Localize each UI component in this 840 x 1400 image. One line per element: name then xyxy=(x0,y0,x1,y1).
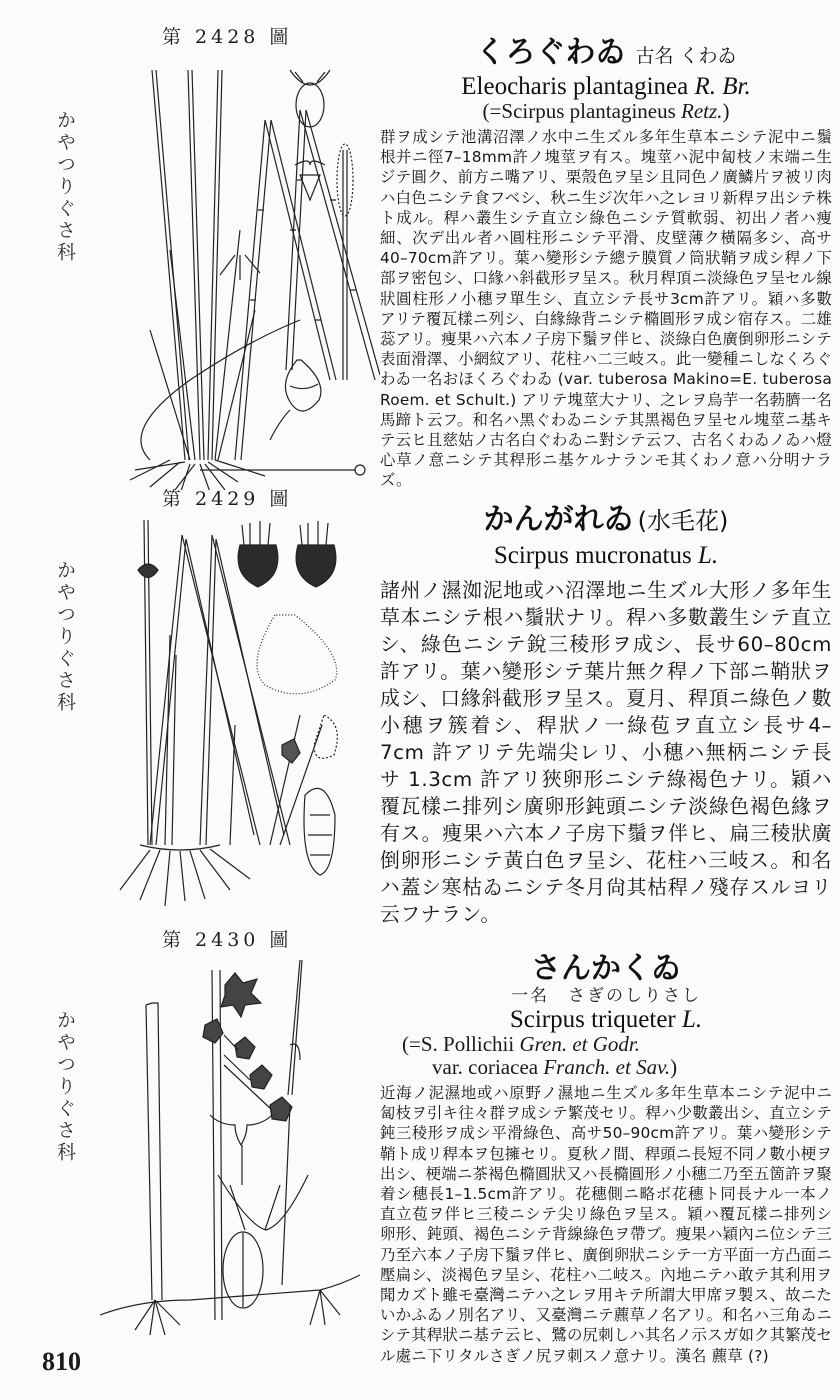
figure-label-2430: 第 2430 圖 xyxy=(162,929,293,951)
page-number: 810 xyxy=(42,1347,81,1376)
japanese-alias: 一名 さぎのしりさし xyxy=(511,986,701,1006)
jp-name-text: かんがれゐ xyxy=(483,502,634,537)
family-label-1: かやつりぐさ科 xyxy=(54,110,76,264)
figure-label-2428: 第 2428 圖 xyxy=(162,26,293,48)
synonym-line-1 xyxy=(380,1033,832,1056)
jp-name-text: さんかくゐ xyxy=(531,951,681,986)
sci-authority: L. xyxy=(682,1006,703,1033)
japanese-name xyxy=(380,503,832,538)
synonym-close: ) xyxy=(722,99,730,123)
illustration-eleocharis-plantaginea xyxy=(90,50,380,490)
sci-name-text: Eleocharis plantaginea xyxy=(461,73,689,100)
entry-2430 xyxy=(380,952,832,1366)
description: 近海ノ泥濕地或ハ原野ノ濕地ニ生ズル多年生草本ニシテ泥中ニ匐枝ヲ引キ往々群ヲ成シテ繁茂セリ。稈ハ少數叢出シ、直立シテ鈍三稜形ヲ成シ平滑綠色、高サ50–90cm許アリ。葉ハ變形シテ鞘ト成リ稈本ヲ包擁セリ。夏秋ノ間、稈頭ニ長短不同ノ數小梗ヲ出シ、梗端ニ茶褐色橢圓狀又ハ長橢圓形ノ小穗二乃至五箇許ヲ聚着シ穗長1–1.5cm許アリ。花穗側ニ略ボ花穗ト同長ナル一本ノ直立苞ヲ伴ヒ三稜ニシテ尖リ綠色ヲ呈ス。穎ハ覆瓦樣ニ排列シ卵形、鈍頭、褐色ニシテ背線綠色ヲ帶ブ。痩果ハ穎內ニ位シテ三乃至六本ノ子房下鬚ヲ伴ヒ、廣倒卵狀ニシテ一方平面一方凸面ニ壓扁シ、淡褐色ヲ呈シ、花柱ハ二岐ス。內地ニテハ敢テ其利用ヲ聞カズト雖モ臺灣ニテハ之レヲ用キテ所謂大甲席ヲ製ス、故ニたいかふゐノ別名アリ、又臺灣ニテ藨草ノ名アリ。和名ハ三角ゐニシテ其稈狀ニ基テ云ヒ、鷺の尻刺しハ其名ノ示スガ如ク其繁茂セル處ニ下リタルさぎノ尻ヲ刺スノ意ナリ。漢名 藨草 (?) xyxy=(380,1084,832,1365)
japanese-name xyxy=(380,952,832,986)
synonym-text: (=Scirpus plantagineus xyxy=(482,99,676,123)
entry-2429 xyxy=(380,503,832,928)
scientific-name xyxy=(380,73,832,100)
description: 諸州ノ濕洳泥地或ハ沼澤地ニ生ズル大形ノ多年生草本ニシテ根ハ鬚狀ナリ。稈ハ多數叢生シテ直立シ、綠色ニシテ銳三稜形ヲ成シ、長サ60–80cm許アリ。葉ハ變形シテ葉片無ク稈ノ下部ニ鞘狀ヲ成シ、口緣斜截形ヲ呈ス。夏月、稈頂ニ綠色ノ數小穗ヲ簇着シ、稈狀ノ一綠苞ヲ直立シ長サ4–7cm 許アリテ先端尖レリ、小穗ハ無柄ニシテ長サ 1.3cm 許アリ狹卵形ニシテ綠褐色ナリ。穎ハ覆瓦樣ニ排列シ廣卵形鈍頭ニシテ淡綠色褐色緣ヲ有ス。痩果ハ六本ノ子房下鬚ヲ伴ヒ、扁三稜狀廣倒卵形ニシテ黃白色ヲ呈シ、花柱ハ三岐ス。和名ハ蓋シ寒枯ゐニシテ冬月尙其枯稈ノ殘存スルヨリ云フナラン。 xyxy=(380,579,832,926)
sci-name-text: Scirpus mucronatus xyxy=(493,542,692,569)
family-label-2: かやつりぐさ科 xyxy=(54,560,76,714)
synonym-close: ) xyxy=(670,1055,678,1079)
synonym-line-2 xyxy=(380,1056,832,1079)
synonym-variety-authority: Franch. et Sav. xyxy=(543,1055,671,1079)
synonym-text: (=S. Pollichii xyxy=(402,1032,515,1056)
illustration-scirpus-mucronatus xyxy=(110,515,370,915)
sci-name-text: Scirpus triqueter xyxy=(509,1006,676,1033)
jp-name-note: (水毛花) xyxy=(637,507,729,535)
synonym-variety: var. coriacea xyxy=(432,1055,539,1079)
family-label-3: かやつりぐさ科 xyxy=(54,1010,76,1164)
jp-name-text: くろぐわゐ xyxy=(475,35,626,70)
entry-2428 xyxy=(380,36,832,491)
sci-authority: L. xyxy=(697,542,719,569)
synonym-authority: Retz. xyxy=(681,99,723,123)
japanese-name xyxy=(380,36,832,73)
figure-label-2429: 第 2429 圖 xyxy=(162,488,293,510)
synonym xyxy=(380,100,832,123)
scientific-name xyxy=(380,1006,832,1033)
description: 群ヲ成シテ池溝沼澤ノ水中ニ生ズル多年生草本ニシテ泥中ニ鬚根并ニ徑7–18mm許ノ塊莖ヲ有ス。塊莖ハ泥中匐枝ノ末端ニ生ジテ圓ク、前方ニ嘴アリ、栗殼色ヲ呈シ且同色ノ廣鱗片ヲ被リ肉ハ白色ニシテ食フベシ、秋ニ生ジ次年ハ之レヨリ新稈ヲ出シテ株ト成ル。稈ハ叢生シテ直立シ綠色ニシテ質軟弱、初出ノ者ハ痩細、次デ出ル者ハ圓柱形ニシテ平滑、皮壁薄ク橫隔多シ、高サ40–70cm許アリ。葉ハ變形シテ總テ膜質ノ筒狀鞘ヲ成シ稈ノ下部ヲ密包シ、口緣ハ斜截形ヲ呈ス。秋月稈頂ニ淡綠色ヲ呈セル線狀圓柱形ノ小穗ヲ單生シ、直立シテ長サ3cm許アリ。穎ハ多數アリテ覆瓦樣ニ列シ、白緣綠背ニシテ橢圓形ヲ成シ宿存ス。二雄蕊アリ。痩果ハ六本ノ子房下鬚ヲ伴ヒ、淡綠白色廣倒卵形ニシテ表面滑澤、小網紋アリ、花柱ハ二三岐ス。此一變種ニしなくろぐわゐ一名おほくろぐわゐ (var. tuberosa Makino=E. tuberosa Roem. et Schult.) アリテ塊莖大ナリ、之レヲ烏芋一名葧臍一名馬蹄ト云フ。和名ハ黑ぐわゐニシテ其黑褐色ヲ呈セル塊莖ニ基キテ云ヒ且慈姑ノ古名白ぐわゐニ對シテ云フ、古名くわゐノゐハ燈心草ノ意ニシテ其稈形ニ基ケルナランモ其くわノ意ハ分明ナラズ。 xyxy=(380,128,832,490)
jp-name-note: 古名 くわゐ xyxy=(635,45,737,67)
sci-authority: R. Br. xyxy=(694,73,751,100)
illustration-scirpus-triqueter xyxy=(100,955,370,1340)
scientific-name xyxy=(380,542,832,569)
synonym-authority: Gren. et Godr. xyxy=(519,1032,640,1056)
